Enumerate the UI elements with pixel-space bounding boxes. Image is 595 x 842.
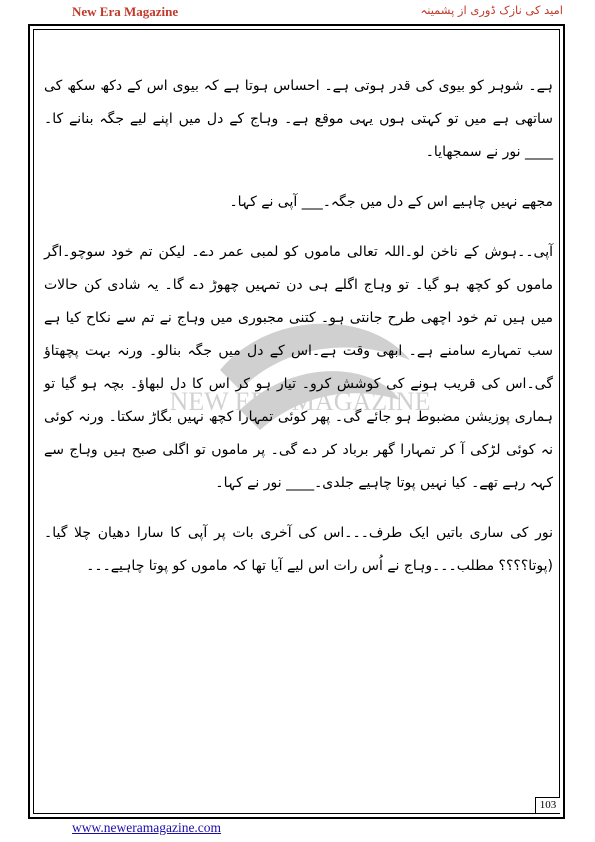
website-link[interactable]: www.neweramagazine.com — [72, 820, 222, 835]
paragraph-3: آپی۔۔ہوش کے ناخن لو۔اللہ تعالی ماموں کو لمبی عمر دے۔ لیکن تم خود سوچو۔اگر ماموں کو کچھ ہو گیا۔ تو وہاج اگلے ہی دن تمہیں چھوڑ دے گا۔ یہ شادی کن حالات میں ہیں تم خود اچھی طرح جانتی ہو۔ کتنی مجبوری میں وہاج نے تم سے نکاح کیا ہے سب تمہارے سامنے ہے۔ ابھی وقت ہے۔اس کے دل میں جگہ بنالو۔ ورنہ بہت پچھتاؤ گی۔اس کی قریب ہونے کی کوشش کرو۔ تیار ہو کر اس کا دل لبھاؤ۔ بچہ ہو گیا تو ہماری پوزیشن مضبوط ہو جائے گی۔ پھر کوئی تمہارا کچھ نہیں بگاڑ سکتا۔ ورنہ کوئی نہ کوئی لڑکی آ کر تمہارا گھر برباد کر دے گی۔ پر ماموں تو اگلی صبح ہیں وہاج سے کہہ رہے تھے۔ کیا نہیں پوتا چاہیے جلدی۔____ نور نے کہا۔ — [44, 244, 553, 491]
page-number: 103 — [535, 797, 560, 813]
article-body — [44, 70, 553, 600]
paragraph-4: نور کی ساری باتیں ایک طرف۔۔۔اس کی آخری بات پر آپی کا سارا دھیان چلا گیا۔(پوتا؟؟؟؟ مطلب۔۔۔وہاج نے اُس رات اس لیے آیا تھا کہ ماموں کو پوتا چاہیے۔۔۔ — [44, 525, 553, 574]
novel-title-header: امید کی نازک ڈوری از پشمینہ — [420, 3, 563, 17]
watermark-text: NEW ERA MAGAZINE — [169, 387, 431, 416]
paragraph-2: مجھے نہیں چاہیے اس کے دل میں جگہ۔___ آپی نے کہا۔ — [229, 194, 553, 210]
magazine-name-header: New Era Magazine — [72, 4, 179, 19]
paragraph-1: ہے۔ شوہر کو بیوی کی قدر ہوتی ہے۔ احساس ہوتا ہے کہ بیوی اس کے دکھ سکھ کی ساتھی ہے میں تو کہتی ہوں یہی موقع ہے۔ وہاج کے دل میں اپنے لیے جگہ بنانے کا۔____ نور نے سمجھایا۔ — [44, 78, 553, 160]
